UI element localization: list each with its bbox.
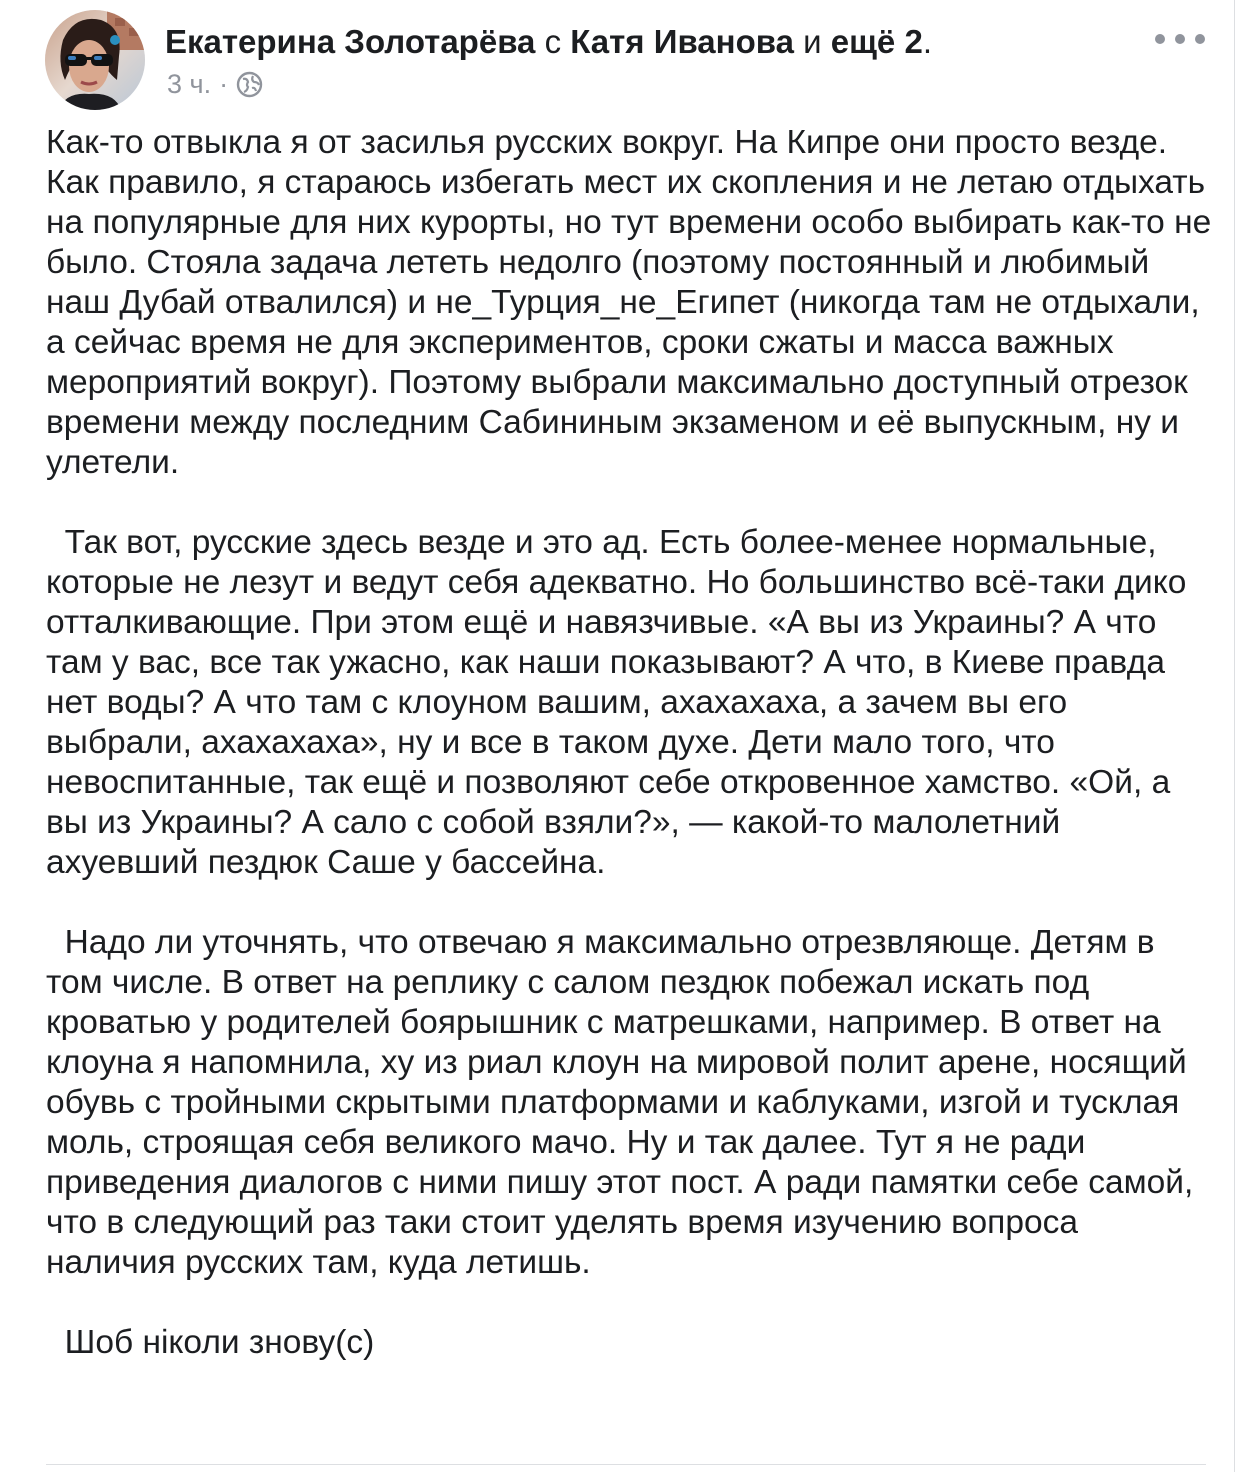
- author-line: [165, 22, 932, 62]
- avatar[interactable]: [45, 10, 145, 110]
- globe-icon[interactable]: [236, 71, 263, 98]
- trailing-period: .: [922, 23, 932, 60]
- more-dot: [1195, 34, 1205, 44]
- meta-separator: ·: [219, 69, 229, 99]
- paragraph-3: Надо ли уточнять, что отвечаю я максимально отрезвляюще. Детям в том числе. В ответ на реплику с салом пездюк побежал искать под кроватью у родителей боярышник с матрешками, например. В ответ на клоуна я напомнила, ху из риал клоун на мировой полит арене, носящий обувь с тройными скрытыми платформами и каблуками, изгой и тусклая моль, строящая себя великого мачо. Ну и так далее. Тут я не ради приведения диалогов с ними пишу этот пост. А ради памятки себе самой, что в следующий раз таки стоит уделять время изучению вопроса наличия русских там, куда летишь.: [46, 924, 1203, 1281]
- more-dot: [1155, 34, 1165, 44]
- author-name-link[interactable]: Екатерина Золотарёва: [165, 23, 536, 60]
- tagged-person-link[interactable]: Катя Иванова: [570, 23, 794, 60]
- and-connector: и: [793, 23, 831, 60]
- more-dot: [1175, 34, 1185, 44]
- more-dots-icon[interactable]: [1155, 24, 1205, 54]
- post-timestamp[interactable]: 3 ч.: [167, 69, 212, 99]
- paragraph-1: Как-то отвыкла я от засилья русских вокруг. На Кипре они просто везде. Как правило, я стараюсь избегать мест их скопления и не летаю отдыхать на популярные для них курорты, но тут времени особо выбирать как-то не было. Стояла задача лететь недолго (поэтому постоянный и любимый наш Дубай отвалился) и не_Турция_не_Египет (никогда там не отдыхали, а сейчас время не для экспериментов, сроки сжаты и масса важных мероприятий вокруг). Поэтому выбрали максимально доступный отрезок времени между последним Сабининым экзаменом и её выпускным, ну и улетели.: [46, 124, 1221, 481]
- post-text: [46, 123, 1221, 1363]
- paragraph-4: Шоб ніколи знову(с): [46, 1324, 375, 1361]
- others-link[interactable]: ещё 2: [830, 23, 923, 60]
- post-header: [45, 10, 1205, 110]
- with-connector: с: [535, 23, 571, 60]
- post-border: [1234, 0, 1235, 1472]
- post-divider: [46, 1464, 1206, 1465]
- post-meta: [167, 67, 263, 101]
- avatar-image: [45, 10, 145, 110]
- paragraph-2: Так вот, русские здесь везде и это ад. Есть более-менее нормальные, которые не лезут и ведут себя адекватно. Но большинство всё-таки дико отталкивающие. При этом ещё и навязчивые. «А вы из Украины? А что там у вас, все так ужасно, как наши показывают? А что, в Киеве правда нет воды? А что там с клоуном вашим, ахахахаха, а зачем вы его выбрали, ахахахаха», ну и все в таком духе. Дети мало того, что невоспитанные, так ещё и позволяют себе откровенное хамство. «Ой, а вы из Украины? А сало с собой взяли?», — какой-то малолетний ахуевший пездюк Саше у бассейна.: [46, 524, 1196, 881]
